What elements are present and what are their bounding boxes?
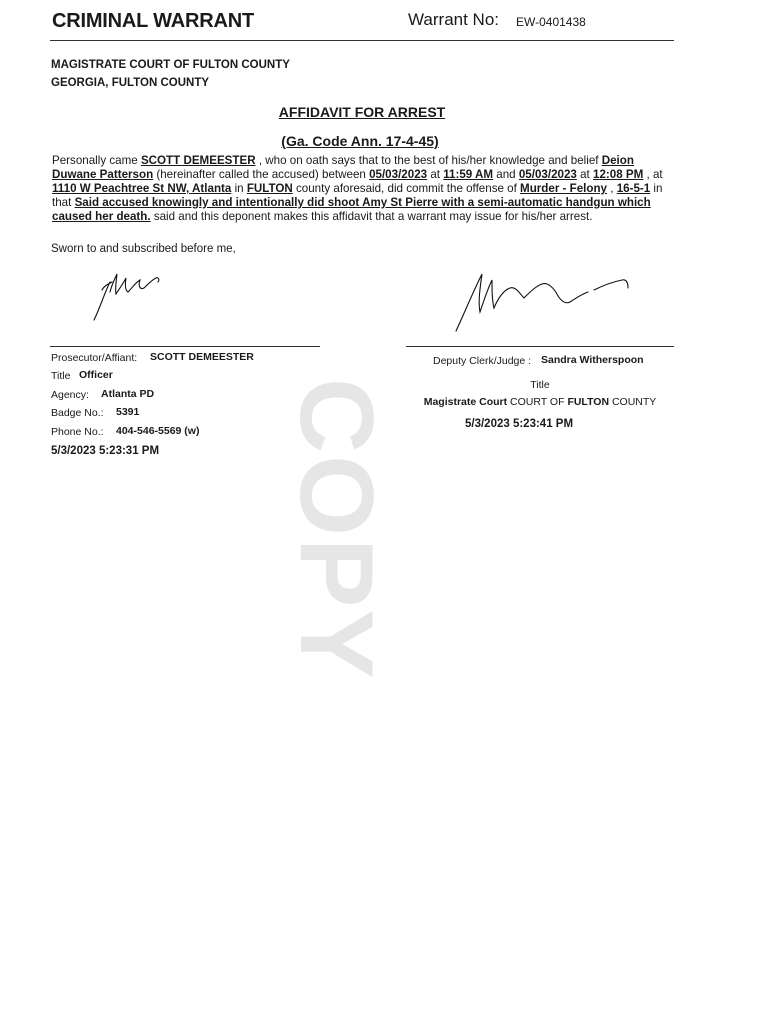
document-title: CRIMINAL WARRANT [52,10,254,32]
copy-watermark: COPY [278,378,394,681]
body-text: and [493,168,519,181]
judge-signature-line [406,346,674,347]
end-time: 12:08 PM [593,168,644,181]
court-type: Magistrate Court [423,396,508,408]
body-text: , at [643,168,663,181]
court-jurisdiction: GEORGIA, FULTON COUNTY [51,77,210,89]
affiant-name-value: SCOTT DEMEESTER [150,351,254,363]
body-text: at [576,168,594,181]
body-text: in that [52,182,663,209]
affiant-signature [88,268,168,324]
affiant-signature-line [50,346,320,347]
court-county: FULTON [567,396,610,408]
body-text: in [231,182,247,195]
header-divider [50,40,674,41]
start-time: 11:59 AM [443,168,494,181]
judge-title-label: Title [530,379,550,391]
court-text: COUNTY [609,396,657,408]
body-text: said and this deponent makes this affidavit that a warrant may issue for his/her arrest. [150,210,593,223]
judge-timestamp: 5/3/2023 5:23:41 PM [465,418,574,430]
body-text: Personally came [52,154,141,167]
warrant-number: EW-0401438 [516,15,586,29]
affiant-role-label: Prosecutor/Affiant: [51,352,138,364]
affidavit-title: AFFIDAVIT FOR ARREST [278,104,446,120]
body-text: , who on oath says that to the best of his/her knowledge and belief [255,154,602,167]
affiant-timestamp: 5/3/2023 5:23:31 PM [51,445,160,457]
warrant-number-label: Warrant No: [408,10,500,29]
offense-name: Murder - Felony [520,182,608,195]
badge-label: Badge No.: [51,407,104,419]
body-text: , [607,182,617,195]
statute-code: 16-5-1 [616,182,651,195]
phone-value: 404-546-5569 (w) [116,425,200,437]
affiant-title-value: Officer [79,369,113,381]
agency-label: Agency: [51,389,89,401]
affiant-title-label: Title [51,370,71,382]
body-text: (hereinafter called the accused) between [153,168,370,181]
affidavit-body [52,154,676,224]
offense-address: 1110 W Peachtree St NW, Atlanta [52,182,232,195]
accused-name: Deion Duwane Patterson [52,154,634,181]
affidavit-code: (Ga. Code Ann. 17-4-45) [281,133,439,149]
offense-description: Said accused knowingly and intentionally did shoot Amy St Pierre with a semi-automatic handgun which caused her death. [52,196,651,223]
badge-value: 5391 [116,406,140,418]
agency-value: Atlanta PD [101,388,155,400]
start-date: 05/03/2023 [369,168,428,181]
sworn-statement: Sworn to and subscribed before me, [51,243,236,255]
affiant-name: SCOTT DEMEESTER [140,154,256,167]
judge-court-line [406,396,674,408]
judge-name-value: Sandra Witherspoon [541,354,644,366]
end-date: 05/03/2023 [518,168,577,181]
county-name: FULTON [246,182,293,195]
judge-signature [450,268,634,334]
body-text: county aforesaid, did commit the offense of [292,182,521,195]
judge-role-label: Deputy Clerk/Judge : [433,355,532,367]
court-text: COURT OF [507,396,568,408]
phone-label: Phone No.: [51,426,104,438]
court-name: MAGISTRATE COURT OF FULTON COUNTY [51,59,290,71]
body-text: at [427,168,444,181]
